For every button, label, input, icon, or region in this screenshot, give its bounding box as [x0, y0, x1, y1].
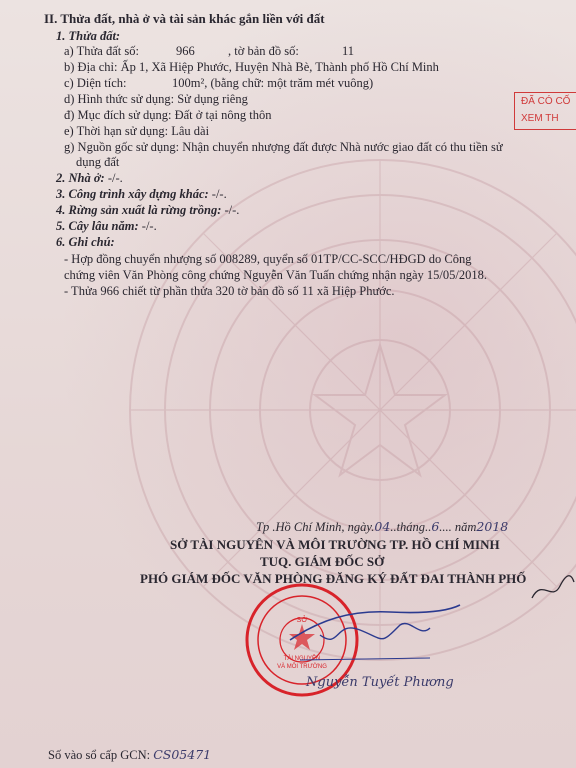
stamp-line-2: XEM TH [521, 113, 559, 124]
item-forest [56, 203, 239, 217]
parcel-label: a) Thửa đất số: [64, 44, 139, 58]
item-value: -/-. [141, 219, 157, 233]
usage-term: e) Thời hạn sử dụng: Lâu dài [64, 124, 210, 138]
note-line-1: - Hợp đồng chuyển nhượng số 008289, quyển số 01TP/CC-SCC/HĐGD do Công [64, 252, 472, 266]
register-value: CS05471 [153, 747, 212, 762]
dept-name: SỞ TÀI NGUYÊN VÀ MÔI TRƯỜNG TP. HỒ CHÍ MINH [170, 537, 500, 552]
item-notes [56, 235, 115, 249]
seal-text-2: TÀI NGUYÊN [283, 656, 321, 662]
tuq-line: TUQ. GIÁM ĐỐC SỞ [260, 554, 385, 569]
verification-stamp [514, 92, 576, 130]
item-label: 5. Cây lâu năm: [56, 219, 139, 233]
origin-line-1: g) Nguồn gốc sử dụng: Nhận chuyển nhượng đất được Nhà nước giao đất có thu tiền sử [64, 140, 503, 154]
origin-line-2: dụng đất [76, 155, 120, 169]
place-date-label: Tp .Hồ Chí Minh, ngày. [256, 520, 375, 534]
note-line-2: chứng viên Văn Phòng công chứng Nguyễn Văn Tuấn chứng nhận ngày 15/05/2018. [64, 268, 487, 282]
sign-year: 2018 [476, 519, 509, 534]
land-heading: 1. Thửa đất: [56, 29, 121, 43]
usage-purpose: đ) Mục đích sử dụng: Đất ở tại nông thôn [64, 108, 272, 122]
signer-name: Nguyễn Tuyết Phương [306, 675, 454, 690]
item-value: -/-. [224, 203, 240, 217]
parcel-number: 966 [176, 44, 195, 58]
seal-text-1: SỞ [296, 617, 308, 624]
register-line [48, 748, 211, 762]
seal-text-3: VÀ MÔI TRƯỜNG [277, 664, 327, 670]
item-label: 6. Ghi chú: [56, 235, 115, 249]
item-other-works [56, 187, 227, 201]
item-house [56, 171, 123, 185]
item-label: 2. Nhà ở: [56, 171, 105, 185]
register-label: Số vào sổ cấp GCN: [48, 748, 151, 762]
map-label: , tờ bản đồ số: [228, 44, 299, 58]
sign-month: 6 [431, 519, 440, 534]
office-title: PHÓ GIÁM ĐỐC VĂN PHÒNG ĐĂNG KÝ ĐẤT ĐAI THÀNH PHỐ [140, 571, 527, 586]
stamp-line-1: ĐÃ CÓ CỐ [521, 96, 571, 107]
map-number: 11 [342, 44, 355, 58]
place-date: Tp .Hồ Chí Minh, ngày.04..tháng..6.... năm2018 [256, 519, 509, 534]
item-label: 3. Công trình xây dựng khác: [56, 187, 209, 201]
item-value: -/-. [211, 187, 227, 201]
side-initials [528, 568, 576, 608]
address: b) Địa chỉ: Ấp 1, Xã Hiệp Phước, Huyện Nhà Bè, Thành phố Hồ Chí Minh [64, 60, 439, 74]
area-value: 100m², (bằng chữ: một trăm mét vuông) [172, 76, 374, 90]
month-label: tháng [396, 520, 426, 534]
item-value: -/-. [107, 171, 123, 185]
item-label: 4. Rừng sản xuất là rừng trồng: [56, 203, 222, 217]
note-line-3: - Thửa 966 chiết từ phần thửa 320 tờ bản đồ số 11 xã Hiệp Phước. [64, 284, 395, 298]
area-label: c) Diện tích: [64, 76, 127, 90]
section-title: II. Thửa đất, nhà ở và tài sản khác gắn liền với đất [44, 11, 325, 26]
year-label: năm [454, 520, 477, 534]
item-perennial [56, 219, 157, 233]
usage-form: d) Hình thức sử dụng: Sử dụng riêng [64, 92, 248, 106]
sign-day: 04 [374, 519, 391, 534]
